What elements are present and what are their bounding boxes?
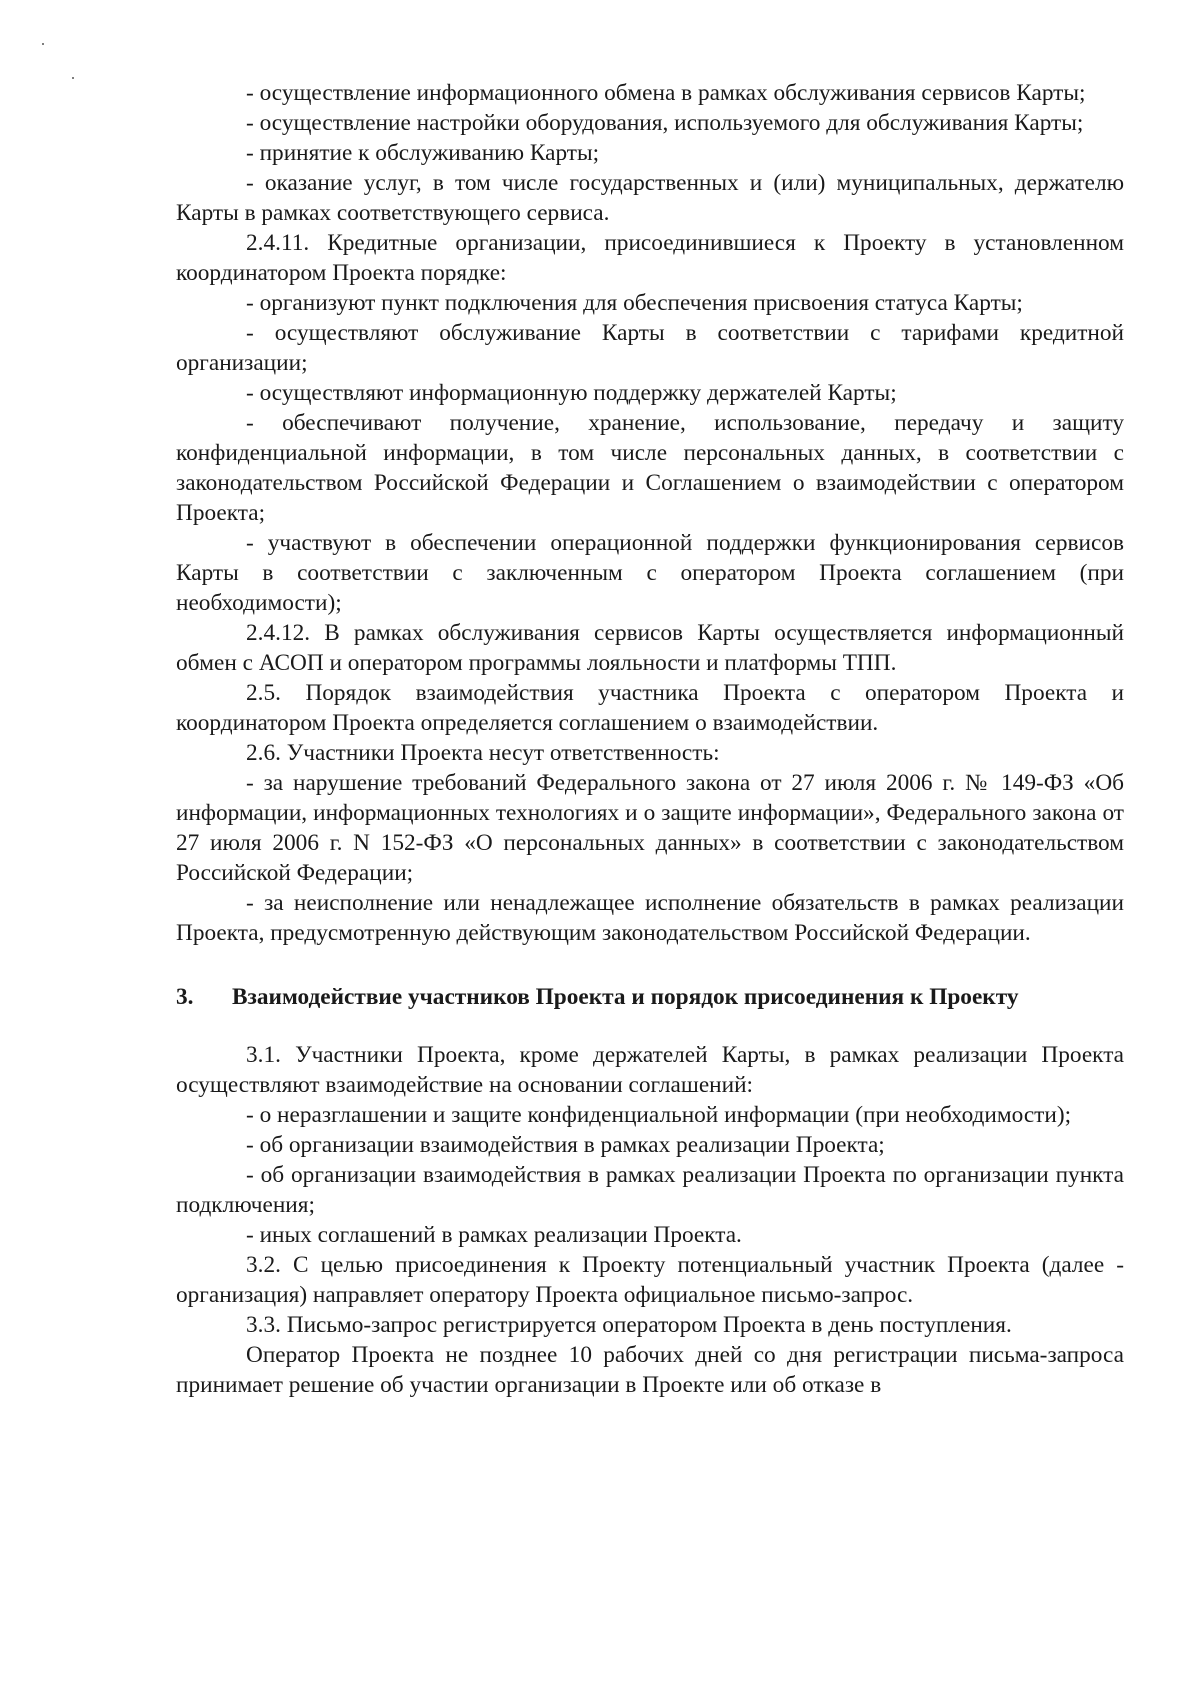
clause-3-3: 3.3. Письмо-запрос регистрируется оператором Проекта в день поступления. (246, 1312, 1012, 1338)
clause-2-4-12: 2.4.12. В рамках обслуживания сервисов Карты осуществляется информационный обмен с АСОП и оператором программы лояльности и платформы ТПП. (176, 620, 1124, 676)
paragraph: - осуществление информационного обмена в рамках обслуживания сервисов Карты; (246, 80, 1086, 106)
paragraph: - об организации взаимодействия в рамках реализации Проекта; (246, 1132, 885, 1158)
section-heading (176, 982, 1124, 1012)
scan-speck (42, 43, 44, 45)
paragraph: - об организации взаимодействия в рамках реализации Проекта по организации пункта подключения; (176, 1162, 1124, 1218)
paragraph: - за нарушение требований Федерального закона от 27 июля 2006 г. № 149-ФЗ «Об информации, информационных технологиях и о защите информации», Федерального закона от 27 июля 2006 г. N 152-ФЗ «О персональных данных» в соответствии с законодательством Российской Федерации; (176, 770, 1124, 886)
paragraph: - осуществляют обслуживание Карты в соответствии с тарифами кредитной организации; (176, 320, 1124, 376)
paragraph: Оператор Проекта не позднее 10 рабочих дней со дня регистрации письма-запроса принимает решение об участии организации в Проекте или об отказе в (176, 1342, 1124, 1398)
scan-speck (72, 77, 74, 79)
section-title: Взаимодействие участников Проекта и порядок присоединения к Проекту (232, 984, 1019, 1010)
clause-2-6: 2.6. Участники Проекта несут ответственность: (246, 740, 720, 766)
paragraph: - обеспечивают получение, хранение, использование, передачу и защиту конфиденциальной информации, в том числе персональных данных, в соответствии с законодательством Российской Федерации и Соглашением о взаимодействии с оператором Проекта; (176, 410, 1124, 526)
paragraph: - оказание услуг, в том числе государственных и (или) муниципальных, держателю Карты в рамках соответствующего сервиса. (176, 170, 1124, 226)
paragraph: - принятие к обслуживанию Карты; (246, 140, 600, 166)
paragraph: - осуществляют информационную поддержку держателей Карты; (246, 380, 897, 406)
document-body (176, 78, 1124, 1400)
paragraph: - за неисполнение или ненадлежащее исполнение обязательств в рамках реализации Проекта, предусмотренную действующим законодательством Российской Федерации. (176, 890, 1124, 946)
clause-3-1: 3.1. Участники Проекта, кроме держателей Карты, в рамках реализации Проекта осуществляют взаимодействие на основании соглашений: (176, 1042, 1124, 1098)
paragraph: - участвуют в обеспечении операционной поддержки функционирования сервисов Карты в соответствии с заключенным с оператором Проекта соглашением (при необходимости); (176, 530, 1124, 616)
section-number: 3. (176, 984, 194, 1010)
paragraph: - о неразглашении и защите конфиденциальной информации (при необходимости); (246, 1102, 1072, 1128)
clause-2-5: 2.5. Порядок взаимодействия участника Проекта с оператором Проекта и координатором Проекта определяется соглашением о взаимодействии. (176, 680, 1124, 736)
clause-3-2: 3.2. С целью присоединения к Проекту потенциальный участник Проекта (далее - организация) направляет оператору Проекта официальное письмо-запрос. (176, 1252, 1124, 1308)
paragraph: - организуют пункт подключения для обеспечения присвоения статуса Карты; (246, 290, 1023, 316)
clause-2-4-11: 2.4.11. Кредитные организации, присоединившиеся к Проекту в установленном координатором Проекта порядке: (176, 230, 1124, 286)
paragraph: - иных соглашений в рамках реализации Проекта. (246, 1222, 742, 1248)
paragraph: - осуществление настройки оборудования, используемого для обслуживания Карты; (246, 110, 1084, 136)
